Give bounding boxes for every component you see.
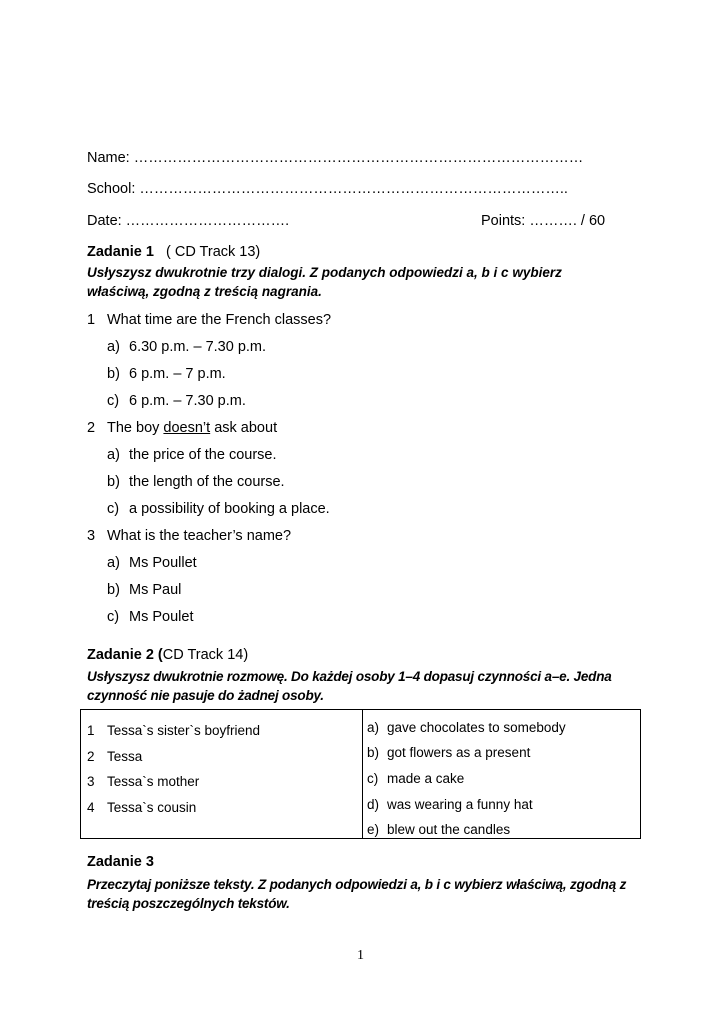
- q3-option-a: [107, 555, 197, 571]
- person-3: [87, 774, 199, 789]
- question-2: [87, 420, 277, 436]
- person-text: Tessa`s mother: [107, 774, 200, 789]
- activity-letter: c): [367, 771, 379, 786]
- question-text: What time are the French classes?: [107, 312, 332, 328]
- question-text-after: ask about: [210, 420, 278, 436]
- task1-track: ( CD Track 13): [165, 244, 261, 260]
- option-text: 6 p.m. – 7.30 p.m.: [129, 393, 246, 409]
- activity-text: got flowers as a present: [387, 745, 531, 760]
- school-field-line: School: ……………………………………………………………………………..: [87, 181, 568, 197]
- option-letter: c): [107, 393, 120, 409]
- option-text: the length of the course.: [129, 474, 285, 490]
- activity-text: made a cake: [387, 771, 465, 786]
- option-text: Ms Poulet: [129, 609, 194, 625]
- person-text: Tessa`s sister`s boyfriend: [107, 723, 261, 738]
- task3-instruction-line-2: treścią poszczególnych tekstów.: [87, 896, 290, 911]
- task1-instruction-line-1: Usłyszysz dwukrotnie trzy dialogi. Z podanych odpowiedzi a, b i c wybierz: [87, 265, 562, 280]
- task1-instruction-line-2: właściwą, zgodną z treścią nagrania.: [87, 284, 322, 299]
- task2-title: Zadanie 2 (: [87, 647, 163, 663]
- activity-e: [367, 822, 510, 837]
- task3-title: Zadanie 3: [87, 854, 154, 870]
- person-number: 1: [87, 723, 95, 738]
- person-text: Tessa: [107, 749, 143, 764]
- person-2: [87, 749, 142, 764]
- option-letter: c): [107, 609, 120, 625]
- activity-letter: d): [367, 797, 380, 812]
- activity-text: was wearing a funny hat: [387, 797, 533, 812]
- option-letter: c): [107, 501, 120, 517]
- name-field-line: Name: …………………………………………………………………………………: [87, 150, 584, 166]
- activity-d: [367, 797, 533, 812]
- q3-option-b: [107, 582, 181, 598]
- person-4: [87, 800, 196, 815]
- person-number: 3: [87, 774, 95, 789]
- option-text: a possibility of booking a place.: [129, 501, 330, 517]
- task1-title: Zadanie 1: [87, 244, 154, 260]
- activity-a: [367, 720, 566, 735]
- q3-option-c: [107, 609, 193, 625]
- activity-letter: a): [367, 720, 380, 735]
- q2-option-b: [107, 474, 285, 490]
- question-number: 3: [87, 528, 96, 544]
- person-text: Tessa`s cousin: [107, 800, 197, 815]
- option-text: Ms Paul: [129, 582, 182, 598]
- activity-letter: b): [367, 745, 380, 760]
- option-text: 6 p.m. – 7 p.m.: [129, 366, 226, 382]
- option-letter: b): [107, 582, 120, 598]
- activity-text: gave chocolates to somebody: [387, 720, 566, 735]
- option-text: the price of the course.: [129, 447, 277, 463]
- q1-option-a: [107, 339, 266, 355]
- person-1: [87, 723, 260, 738]
- date-field-line: Date: …………………………….: [87, 213, 290, 229]
- q1-option-c: [107, 393, 246, 409]
- activity-text: blew out the candles: [387, 822, 511, 837]
- task2-instruction-line-1: Usłyszysz dwukrotnie rozmowę. Do każdej osoby 1–4 dopasuj czynności a–e. Jedna: [87, 669, 612, 684]
- option-letter: a): [107, 339, 120, 355]
- page-number: 1: [357, 948, 364, 963]
- question-3: [87, 528, 291, 544]
- task2-track: CD Track 14): [162, 647, 249, 663]
- option-letter: b): [107, 474, 120, 490]
- person-number: 4: [87, 800, 95, 815]
- question-1: [87, 312, 331, 328]
- task2-instruction: [87, 667, 612, 705]
- option-letter: a): [107, 447, 120, 463]
- task2-heading: [87, 647, 248, 663]
- points-field-line: Points: ………. / 60: [481, 213, 606, 229]
- activity-c: [367, 771, 464, 786]
- question-number: 1: [87, 312, 96, 328]
- task3-instruction-line-1: Przeczytaj poniższe teksty. Z podanych odpowiedzi a, b i c wybierz właściwą, zgodną z: [87, 877, 627, 892]
- task3-instruction: [87, 875, 626, 913]
- q2-option-c: [107, 501, 330, 517]
- option-text: 6.30 p.m. – 7.30 p.m.: [129, 339, 267, 355]
- activity-letter: e): [367, 822, 380, 837]
- activity-b: [367, 745, 530, 760]
- question-text-before: The boy: [107, 420, 164, 436]
- task1-instruction: [87, 263, 562, 301]
- person-number: 2: [87, 749, 95, 764]
- question-text-underlined: doesn’t: [163, 420, 211, 436]
- q2-option-a: [107, 447, 277, 463]
- task1-heading: [87, 244, 260, 260]
- q1-option-b: [107, 366, 226, 382]
- option-text: Ms Poullet: [129, 555, 197, 571]
- option-letter: b): [107, 366, 120, 382]
- option-letter: a): [107, 555, 120, 571]
- task2-instruction-line-2: czynność nie pasuje do żadnej osoby.: [87, 688, 324, 703]
- question-text: What is the teacher’s name?: [107, 528, 292, 544]
- question-number: 2: [87, 420, 96, 436]
